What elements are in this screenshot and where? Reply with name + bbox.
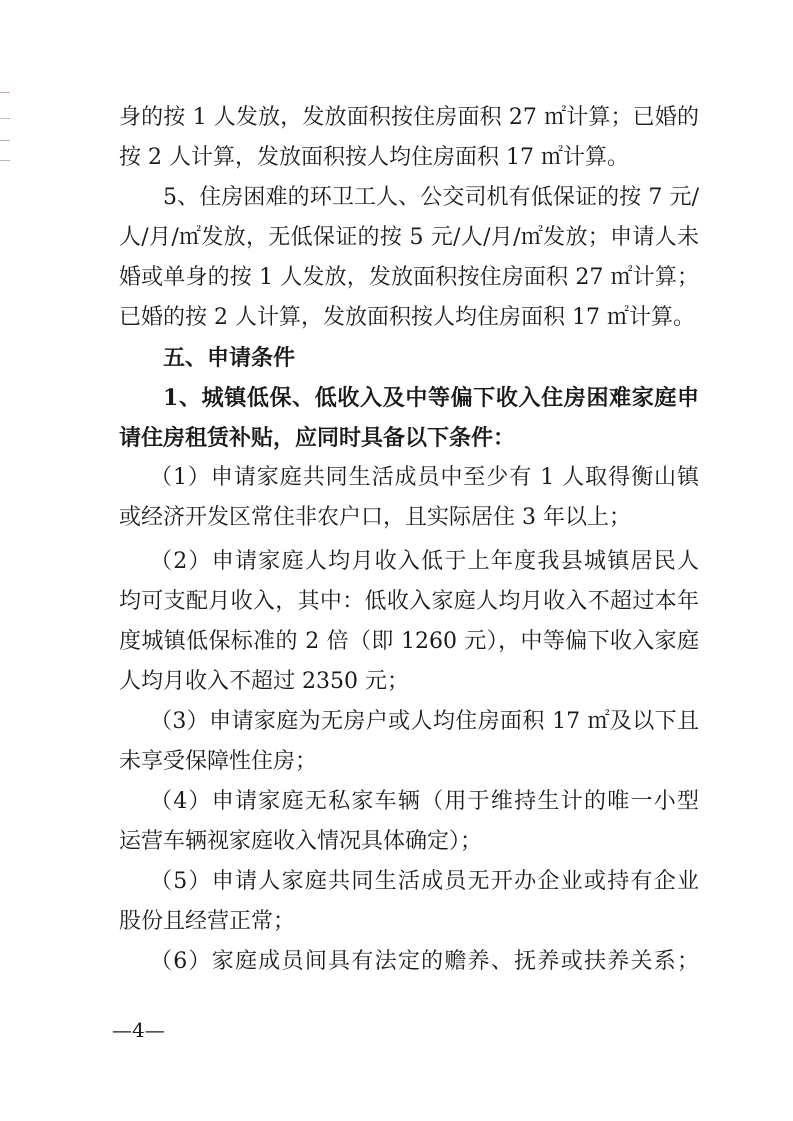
body-line: （1）申请家庭共同生活成员中至少有 1 人取得衡山镇 <box>150 465 699 490</box>
body-line: 婚或单身的按 1 人发放，发放面积按住房面积 27 ㎡计算； <box>119 265 699 290</box>
body-line: （3）申请家庭为无房户或人均住房面积 17 ㎡及以下且 <box>150 709 699 734</box>
body-line: 股份且经营正常； <box>119 909 296 934</box>
body-line: 人/月/㎡发放，无低保证的按 5 元/人/月/㎡发放；申请人未 <box>119 225 699 250</box>
scan-edge-mark <box>0 118 10 119</box>
body-line: 按 2 人计算，发放面积按人均住房面积 17 ㎡计算。 <box>119 145 629 170</box>
section-heading: 五、申请条件 <box>163 345 296 371</box>
subsection-heading: 1、城镇低保、低收入及中等偏下收入住房困难家庭申 <box>163 385 699 411</box>
body-line: 身的按 1 人发放，发放面积按住房面积 27 ㎡计算；已婚的 <box>119 105 699 130</box>
subsection-heading: 请住房租赁补贴，应同时具备以下条件： <box>119 425 516 451</box>
body-line: 或经济开发区常住非农户口，且实际居住 3 年以上； <box>119 505 631 530</box>
body-line: 人均月收入不超过 2350 元； <box>119 669 409 694</box>
body-line: 均可支配月收入，其中：低收入家庭人均月收入不超过本年 <box>119 589 699 614</box>
body-line: 已婚的按 2 人计算，发放面积按人均住房面积 17 ㎡计算。 <box>119 305 695 330</box>
body-line: （5）申请人家庭共同生活成员无开办企业或持有企业 <box>150 869 699 894</box>
page-number: —4— <box>112 1018 165 1042</box>
body-line: 运营车辆视家庭收入情况具体确定）； <box>119 829 483 854</box>
scan-edge-mark <box>0 140 10 141</box>
scan-edge-mark <box>0 160 10 161</box>
body-line: （4）申请家庭无私家车辆（用于维持生计的唯一小型 <box>150 789 699 814</box>
body-line: 度城镇低保标准的 2 倍（即 1260 元），中等偏下收入家庭 <box>119 629 699 654</box>
body-line: 5、住房困难的环卫工人、公交司机有低保证的按 7 元/ <box>163 185 699 210</box>
body-line: （6）家庭成员间具有法定的赡养、抚养或扶养关系； <box>150 949 699 974</box>
scan-edge-mark <box>0 92 10 93</box>
body-line: 未享受保障性住房； <box>119 749 318 774</box>
body-line: （2）申请家庭人均月收入低于上年度我县城镇居民人 <box>150 549 699 574</box>
